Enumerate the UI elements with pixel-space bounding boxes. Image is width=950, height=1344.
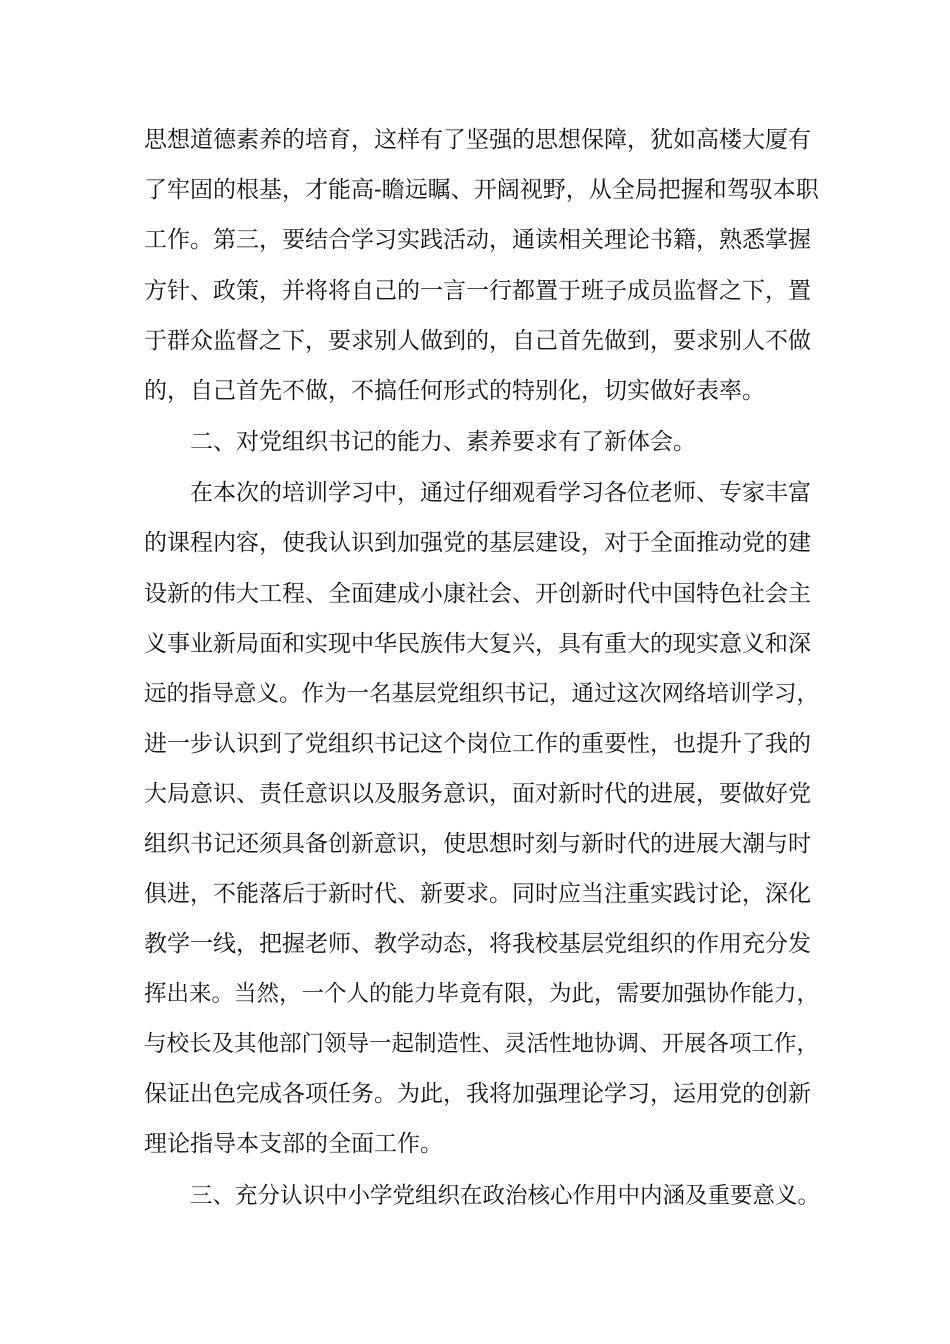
text-line: 了牢固的根基，才能高-瞻远瞩、开阔视野，从全局把握和驾驭本职: [144, 177, 819, 203]
paragraph-first-line: 在本次的培训学习中，通过仔细观看学习各位老师、专家丰富: [190, 480, 811, 506]
text-line: 设新的伟大工程、全面建成小康社会、开创新时代中国特色社会主: [144, 581, 811, 607]
text-line: 大局意识、责任意识以及服务意识，面对新时代的进展，要做好党: [144, 781, 811, 807]
text-line: 思想道德素养的培育，这样有了坚强的思想保障，犹如高楼大厦有: [144, 127, 811, 153]
text-line: 工作。第三，要结合学习实践活动，通读相关理论书籍，熟悉掌握: [144, 227, 811, 253]
text-line: 义事业新局面和实现中华民族伟大复兴，具有重大的现实意义和深: [144, 631, 811, 657]
text-line: 的，自己首先不做，不搞任何形式的特别化，切实做好表率。: [144, 378, 765, 404]
text-line: 理论指导本支部的全面工作。: [144, 1131, 443, 1157]
text-line: 挥出来。当然，一个人的能力毕竟有限，为此，需要加强协作能力，: [144, 981, 820, 1007]
text-line: 远的指导意义。作为一名基层党组织书记，通过这次网络培训学习，: [144, 681, 820, 707]
text-line: 与校长及其他部门领导一起制造性、灵活性地协调、开展各项工作，: [144, 1031, 820, 1057]
text-line: 教学一线，把握老师、教学动态，将我校基层党组织的作用充分发: [144, 931, 811, 957]
text-line: 组织书记还须具备创新意识，使思想时刻与新时代的进展大潮与时: [144, 831, 811, 857]
section-heading: 三、充分认识中小学党组织在政治核心作用中内涵及重要意义。: [190, 1183, 821, 1209]
section-heading: 二、对党组织书记的能力、素养要求有了新体会。: [190, 429, 696, 455]
text-line: 俱进，不能落后于新时代、新要求。同时应当注重实践讨论，深化: [144, 881, 811, 907]
text-line: 的课程内容，使我认识到加强党的基层建设，对于全面推动党的建: [144, 530, 811, 556]
text-line: 于群众监督之下，要求别人做到的，自己首先做到，要求别人不做: [144, 328, 811, 354]
text-line: 方针、政策，并将将自己的一言一行都置于班子成员监督之下，置: [144, 278, 811, 304]
text-line: 保证出色完成各项任务。为此，我将加强理论学习，运用党的创新: [144, 1081, 811, 1107]
text-line: 进一步认识到了党组织书记这个岗位工作的重要性，也提升了我的: [144, 731, 811, 757]
